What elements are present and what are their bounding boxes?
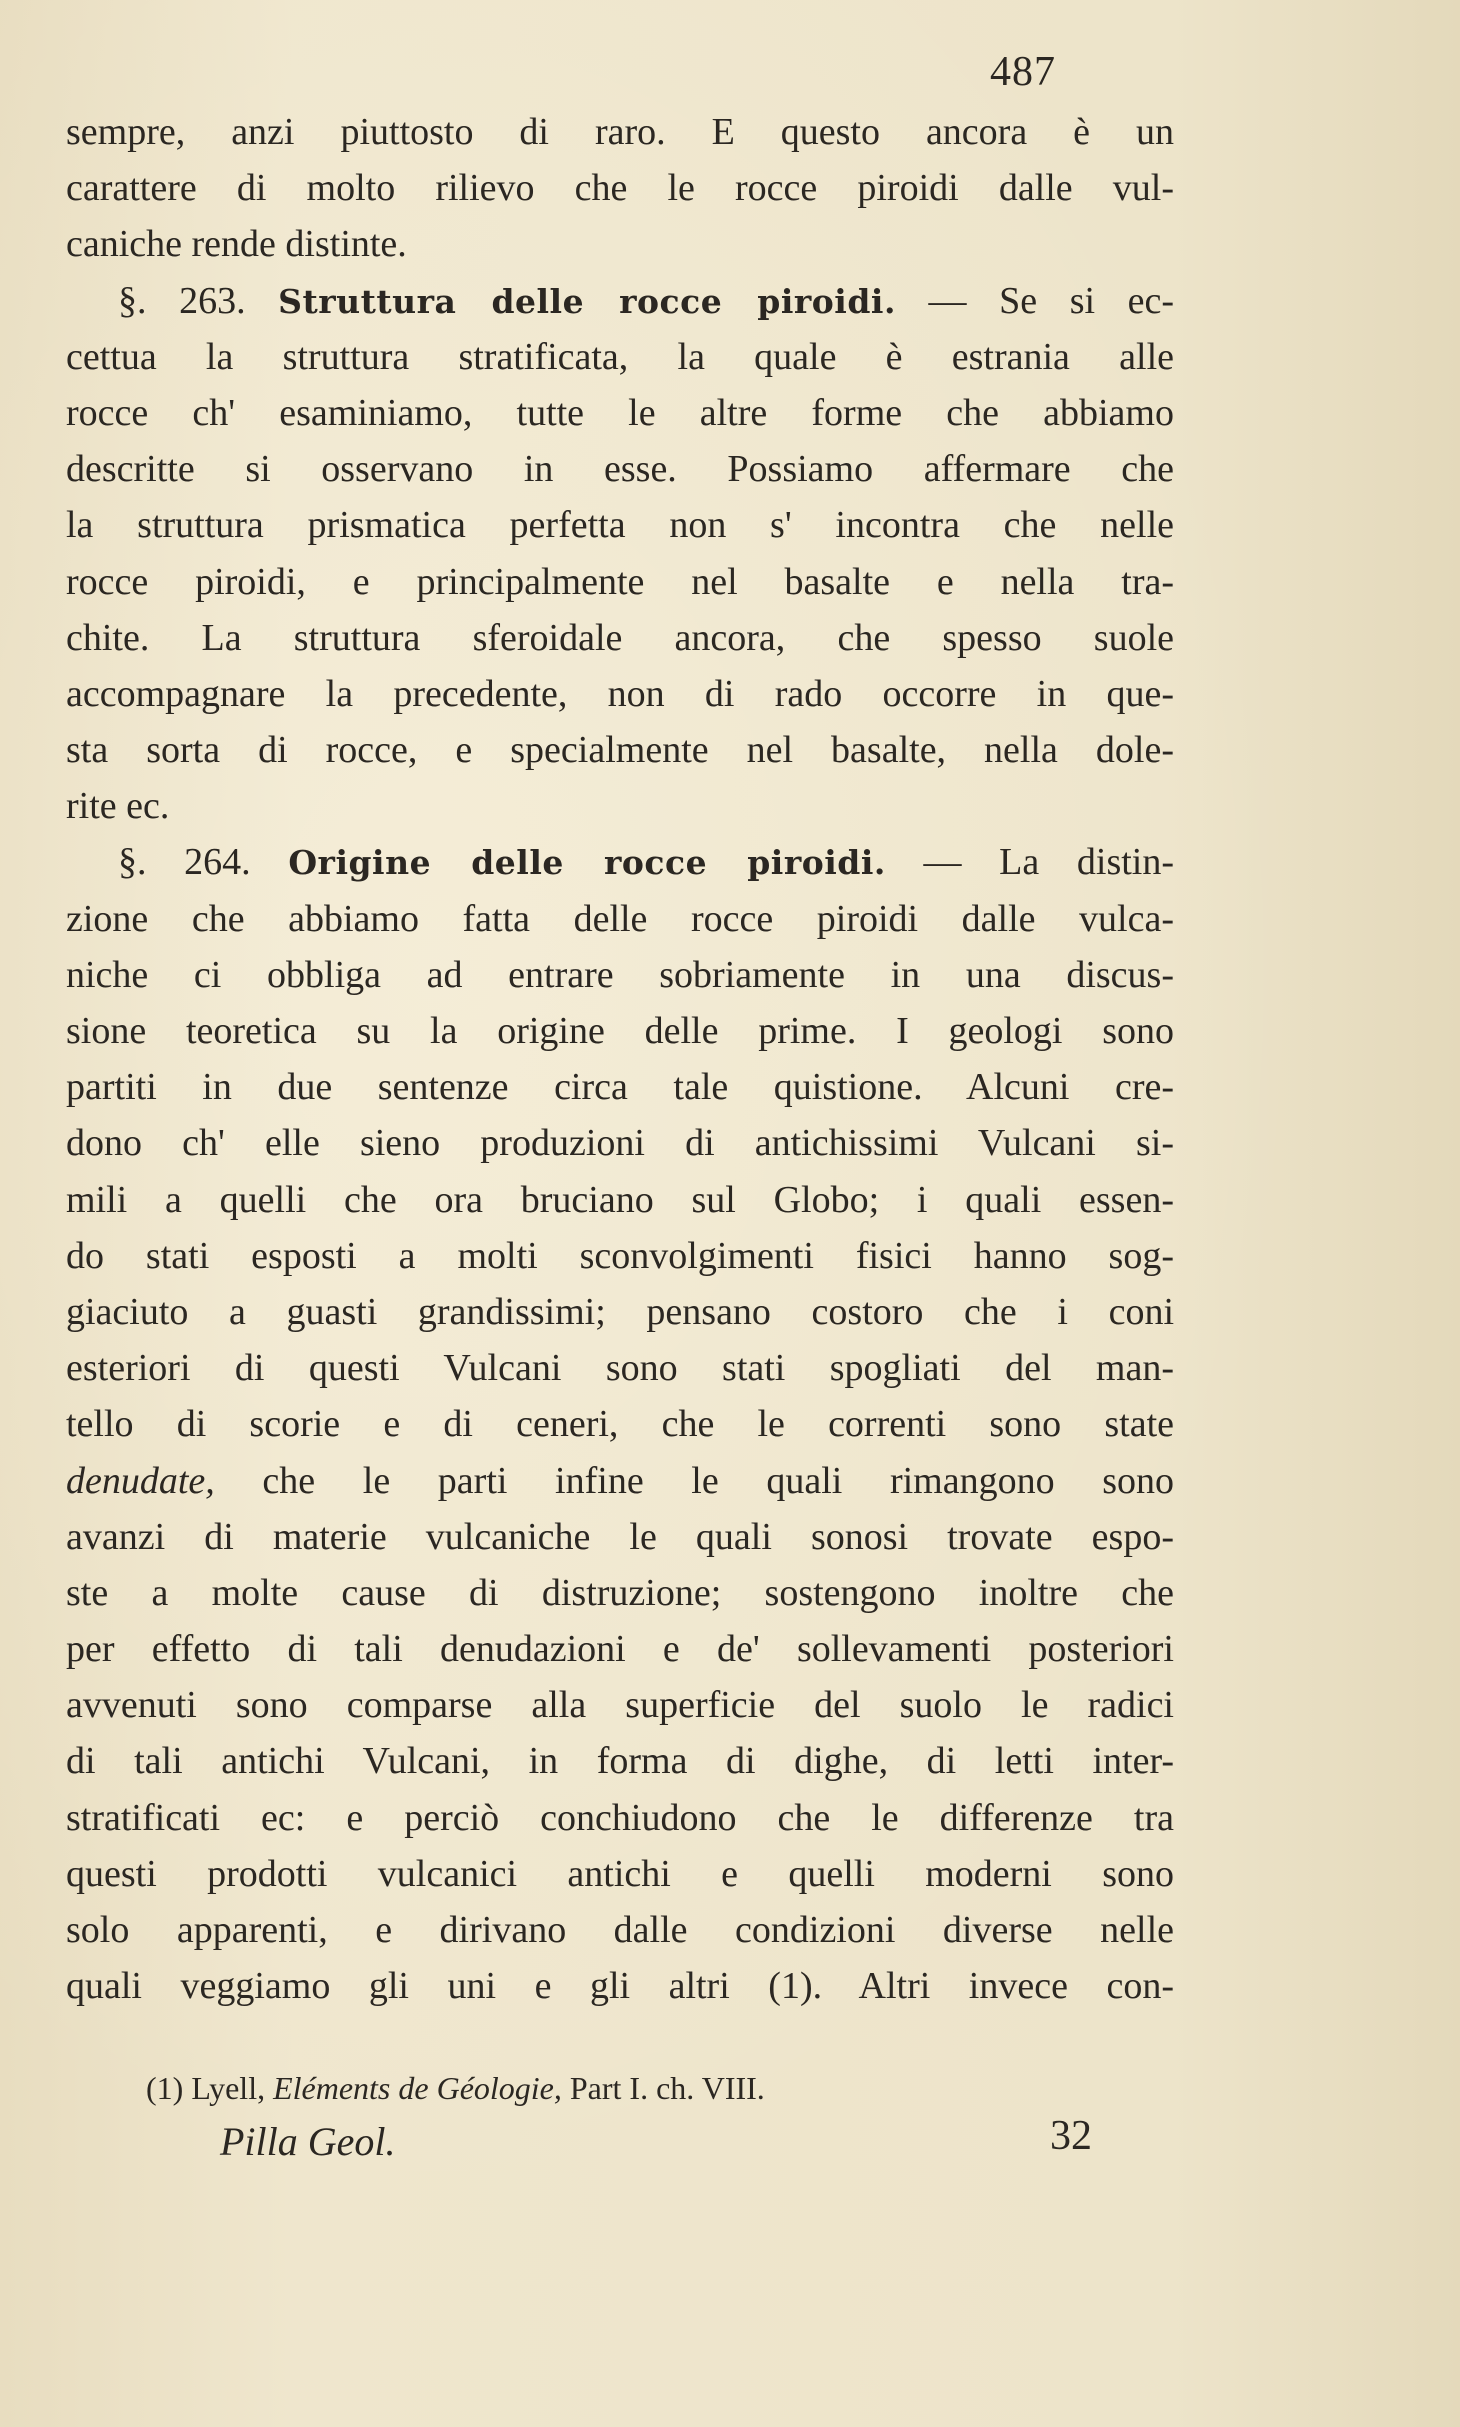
text-line: solo apparenti, e dirivano dalle condizioni diverse nelle bbox=[66, 1909, 1174, 1951]
text-line: di tali antichi Vulcani, in forma di dighe, di letti inter- bbox=[66, 1740, 1174, 1783]
text-line: niche ci obbliga ad entrare sobriamente in una discus- bbox=[66, 953, 1174, 996]
section-title: Origine delle rocce piroidi. bbox=[288, 843, 886, 883]
section-text: — Se si ec- bbox=[895, 279, 1175, 322]
text-line: zione che abbiamo fatta delle rocce piroidi dalle vulca- bbox=[66, 897, 1174, 940]
text-line: dono ch' elle sieno produzioni di antichissimi Vulcani si- bbox=[66, 1122, 1174, 1165]
text-run: che le parti infine le quali rimangono sono bbox=[214, 1459, 1174, 1502]
text-line: giaciuto a guasti grandissimi; pensano costoro che i coni bbox=[66, 1290, 1174, 1333]
text-line: accompagnare la precedente, non di rado occorre in que- bbox=[66, 672, 1174, 715]
section-text: — La distin- bbox=[885, 841, 1175, 884]
text-line: ste a molte cause di distruzione; sostengono inoltre che bbox=[66, 1571, 1174, 1614]
italic-word: denudate, bbox=[66, 1459, 215, 1502]
text-line: la struttura prismatica perfetta non s' incontra che nelle bbox=[66, 504, 1174, 547]
text-line: partiti in due sentenze circa tale quistione. Alcuni cre- bbox=[66, 1066, 1174, 1109]
footnote bbox=[146, 2070, 765, 2107]
text-line: sempre, anzi piuttosto di raro. E questo ancora è un bbox=[66, 111, 1174, 153]
section-number: §. 263. bbox=[118, 279, 279, 322]
section-number: §. 264. bbox=[118, 841, 289, 884]
text-line: per effetto di tali denudazioni e de' sollevamenti posteriori bbox=[66, 1628, 1174, 1671]
body-text bbox=[66, 104, 1174, 2014]
page-number: 487 bbox=[990, 49, 1056, 95]
text-line: caniche rende distinte. bbox=[66, 223, 407, 266]
text-line: avanzi di materie vulcaniche le quali sonosi trovate espo- bbox=[66, 1515, 1174, 1558]
signature-mark: 32 bbox=[1050, 2113, 1092, 2159]
text-line: cettua la struttura stratificata, la quale è estrania alle bbox=[66, 335, 1174, 378]
text-line: sione teoretica su la origine delle prime. I geologi sono bbox=[66, 1010, 1174, 1052]
text-line: questi prodotti vulcanici antichi e quelli moderni sono bbox=[66, 1852, 1174, 1895]
text-line: tello di scorie e di ceneri, che le correnti sono state bbox=[66, 1403, 1174, 1446]
text-line: do stati esposti a molti sconvolgimenti fisici hanno sog- bbox=[66, 1234, 1174, 1277]
text-line: rocce piroidi, e principalmente nel basalte e nella tra- bbox=[66, 560, 1174, 603]
text-line: chite. La struttura sferoidale ancora, che spesso suole bbox=[66, 616, 1174, 659]
footnote-text: Part I. ch. VIII. bbox=[561, 2070, 765, 2106]
text-line: esteriori di questi Vulcani sono stati spogliati del man- bbox=[66, 1347, 1174, 1390]
footnote-title: Eléments de Géologie, bbox=[273, 2070, 562, 2106]
text-line: stratificati ec: e perciò conchiudono che le differenze tra bbox=[66, 1796, 1174, 1839]
text-line: rocce ch' esaminiamo, tutte le altre forme che abbiamo bbox=[66, 391, 1174, 434]
text-line: quali veggiamo gli uni e gli altri (1). Altri invece con- bbox=[66, 1965, 1174, 2008]
text-line: rite ec. bbox=[66, 785, 170, 828]
footnote-marker: (1) Lyell, bbox=[146, 2070, 274, 2106]
text-line: carattere di molto rilievo che le rocce piroidi dalle vul- bbox=[66, 167, 1174, 210]
text-line: avvenuti sono comparse alla superficie del suolo le radici bbox=[66, 1684, 1174, 1727]
section-title: Struttura delle rocce piroidi. bbox=[278, 281, 896, 321]
text-line: descritte si osservano in esse. Possiamo affermare che bbox=[66, 448, 1174, 491]
text-line-with-italic bbox=[66, 1453, 1174, 1509]
text-line: mili a quelli che ora bruciano sul Globo; i quali essen- bbox=[66, 1178, 1174, 1221]
section-heading-264 bbox=[66, 834, 1174, 890]
running-signature: Pilla Geol. bbox=[220, 2119, 396, 2164]
section-heading-263 bbox=[66, 273, 1174, 329]
text-line: sta sorta di rocce, e specialmente nel basalte, nella dole- bbox=[66, 729, 1174, 772]
